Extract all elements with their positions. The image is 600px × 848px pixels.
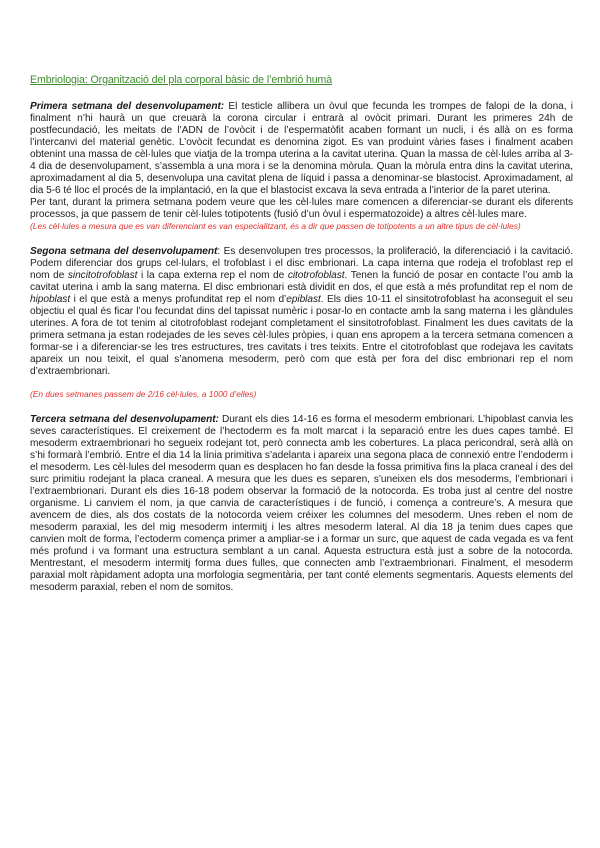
week1-summary: Per tant, durant la primera setmana podem veure que les cèl·lules mare comencen a diferenciar-se durant els diferents processos, ja que passem de tenir cèl·lules totipotents (fusió d’un òvul i espermatozoide) a altres cèl·lules mare. (30, 197, 573, 221)
week1-paragraph (30, 101, 573, 197)
term-citotrofoblast: citotrofoblast (287, 269, 345, 281)
document-title: Embriologia: Organització del pla corporal bàsic de l’embrió humà (30, 74, 333, 86)
week2-text-2: i la capa externa rep el nom de (137, 269, 288, 281)
week3-text: Durant els dies 14-16 es forma el mesoderm embrionari. L’hipoblast canvia les seves característiques. El creixement de l’hectoderm es fa molt marcat i la separació entre les dues capes també. El mesoderm extraembrionari ho segueix rodejant tot, però connecta amb les cobertures. La placa pericondral, serà allà on s’hi formarà l’embrió. Entre el dia 14 la línia primitiva s’adelanta i apareix una segona placa de connexió entre l’endoderm i el mesoderm. Les cèl·lules del mesoderm quan es desplacen ho fan desde la fossa primitiva fins la placa craneal i des del surc primitiu rodejant la placa craneal. A mesura que les dues es separen, s’uneixen els dos mesoderms, l’embrionari i l’extraembrionari. Durant els dies 16-18 podem observar la formació de la notocorda. Es troba just al centre del nostre organisme. Li canviem el nom, ja que canvia de característiques i de funció, i comença a contreure’s. A mesura que avencem de dies, als dos costats de la notocorda veiem créixer les columnes del mesoderm. Unes reben el nom de mesoderm paraxial, les del mig mesoderm intermitj i les altres mesoderm lateral. Al dia 18 ja tenim dues capes que canvien molt de forma, l’ectoderm comença primer a ampliar-se i a formar un surc, que aquest de cada vegada es va fent més profund i va formant una estructura semblant a un canal. Aquesta estructura està just a sobre de la notocorda. Mentrestant, el mesoderm intermitj forma dues fulles, que connecten amb l’extraembrionari. Finalment, el mesoderm paraxial molt ràpidament adopta una morfologia segmentària, per tant conté elements segmentaris. Aquests elements del mesoderm paraxial, reben el nom de somitos. (30, 413, 573, 594)
week2-heading: Segona setmana del desenvolupament (30, 245, 218, 257)
term-epiblast: epiblast (286, 293, 321, 305)
week1-heading: Primera setmana del desenvolupament: (30, 101, 225, 112)
week3-heading: Tercera setmana del desenvolupament: (30, 413, 219, 425)
week1-note: (Les cèl·lules a mesura que es van diferenciant es van especialitzant, és a dir que passen de totipotents a un altre tipus de cèl·lules) (30, 221, 521, 232)
week2-paragraph (30, 246, 573, 379)
term-sincitotrofoblast: sincitotrofoblast (67, 269, 138, 281)
week2-text-3: . Tenen la funció de posar en contacte l’ou amb la cavitat uterina i amb la sang materna. El disc embrionari està dividit en dos, el que està a més profunditat rep el nom de (30, 269, 573, 293)
section-week-1 (30, 101, 573, 232)
term-hipoblast: hipoblast (30, 293, 71, 305)
section-week-3 (30, 414, 573, 595)
week3-paragraph (30, 414, 573, 595)
week2-note: (En dues setmanes passem de 2/16 cèl·lules, a 1000 d’elles) (30, 389, 257, 400)
week1-text: El testicle allibera un òvul que fecunda les trompes de falopi de la dona, i finalment n’hi haurà un que creuarà la corona circular i entrarà al ovòcit primari. Durant les primeres 24h de postfecundació, les meitats de l’ADN de l’ovòcit i de l’espermatòfit acaben formant un nucli, i és allà on es forma l’intercanvi del material genètic. L’ovòcit fecundat es denomina zigot. Es van produint vàries fases i finalment acaben obtenint una massa de cèl·lules que viatja de la trompa uterina a la cavitat uterina. Quan la massa de cèl·lules arriba al 3-4 dia de desenvolupament, s’assembla a una mora i se la denomina mòrula. Quan la mòrula entra dins la cavitat uterina, aproximadament al dia 5, desenvolupa una cavitat plena de líquid i passa a denominar-se blastocist. Aproximadament, al dia 5-6 té lloc el procés de la implantació, en la que el blastocist excava la seva entrada a l’interior de la paret uterina. (30, 101, 573, 197)
section-spacer (30, 400, 573, 414)
section-spacer (30, 232, 573, 246)
note-spacer (30, 378, 573, 389)
section-week-2 (30, 246, 573, 400)
week2-text-1: : Es desenvolupen tres processos, la proliferació, la diferenciació i la cavitació. Podem diferenciar dos grups cel·lulars, el trofoblast i el disc embrionari. La capa interna que rodeja el trofoblast rep el nom de (30, 245, 573, 281)
week2-text-4: i el que està a menys profunditat rep el nom d’ (70, 293, 287, 305)
week2-text-5: . Els dies 10-11 el sinsitotrofoblast ha aconseguit el seu objectiu el qual és ficar l’ou fecundat dins del tapissat numèric i posar-lo en contacte amb la sang materna i les glàndules uterines. A fora de tot tenim al citotrofoblast rodejant completament el sinsitotrofoblast. Finalment les dues cavitats de la primera setmana ja estan rodejades de les seves cèl·lules pròpies, i quan ens apropem a la tercera setmana comencen a formar-se i a diferenciar-se les tres estructures, tres cavitats i tres teixits. Entre el citotrofoblast que rodejava les cavitats apareix un nou teixit, el qual s’anomena mesoderm, però com que està per fora del disc embrionari rep el nom d’extraembrionari. (30, 293, 573, 378)
